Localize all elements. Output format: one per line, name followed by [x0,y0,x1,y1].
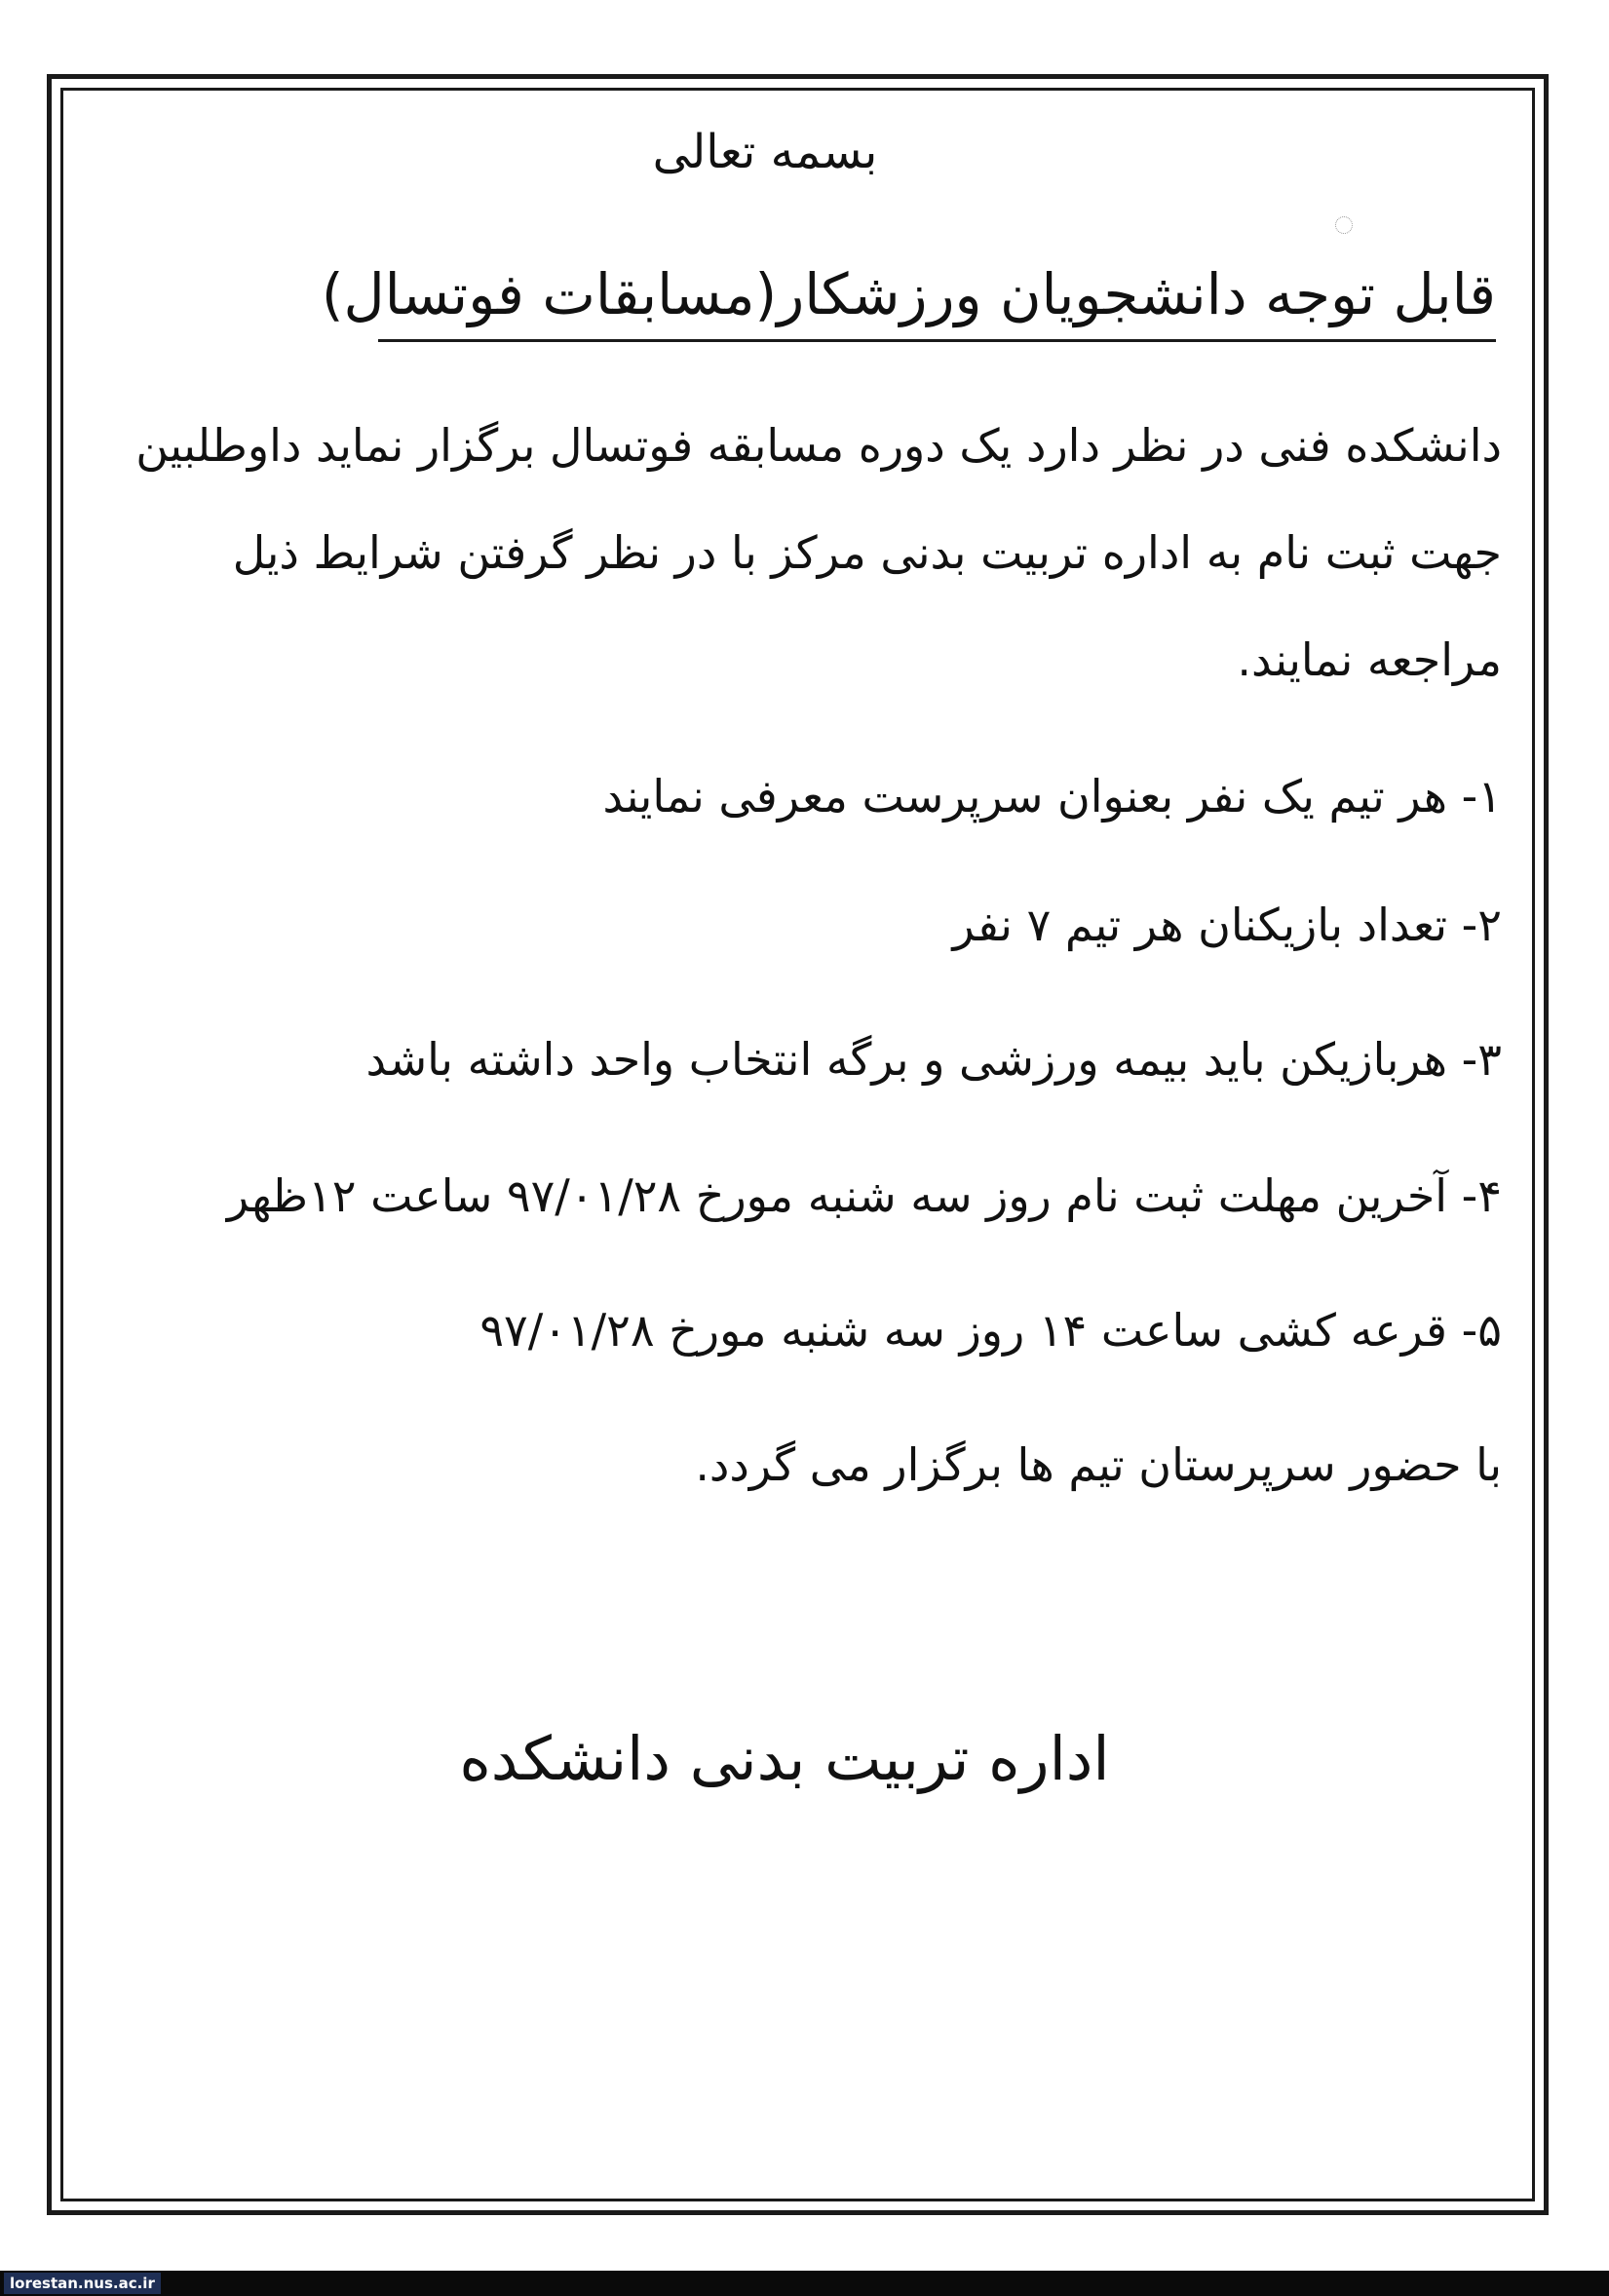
issuer-signature: اداره تربیت بدنی دانشکده [459,1723,1110,1794]
intro-line-3: مراجعه نمایند. [1237,633,1502,686]
condition-item-4: ۴- آخرین مهلت ثبت نام روز سه شنبه مورخ ۹۷/۰۱/۲۸ ساعت ۱۲ظهر [226,1169,1502,1222]
footer-site-link[interactable]: lorestan.nus.ac.ir [4,2273,161,2294]
heading-underline [378,339,1496,342]
condition-item-3: ۳- هربازیکن باید بیمه ورزشی و برگه انتخاب واحد داشته باشد [365,1033,1502,1086]
condition-item-2: ۲- تعداد بازیکنان هر تیم ۷ نفر [952,899,1502,951]
intro-line-1: دانشکده فنی در نظر دارد یک دوره مسابقه فوتسال برگزار نماید داوطلبین [135,419,1502,472]
bismillah-header: بسمه تعالی [652,125,878,179]
notice-heading: قابل توجه دانشجویان ورزشکار(مسابقات فوتسال) [321,261,1496,327]
scan-speck-mark [1335,216,1353,234]
footer-bar [0,2271,1609,2296]
condition-item-5: ۵- قرعه کشی ساعت ۱۴ روز سه شنبه مورخ ۹۷/۰۱/۲۸ [479,1304,1502,1357]
condition-item-1: ۱- هر تیم یک نفر بعنوان سرپرست معرفی نمایند [602,770,1502,823]
inner-border-frame [60,88,1535,2201]
intro-line-2: جهت ثبت نام به اداره تربیت بدنی مرکز با در نظر گرفتن شرایط ذیل [232,526,1502,579]
condition-item-5-continued: با حضور سرپرستان تیم ها برگزار می گردد. [695,1438,1502,1491]
